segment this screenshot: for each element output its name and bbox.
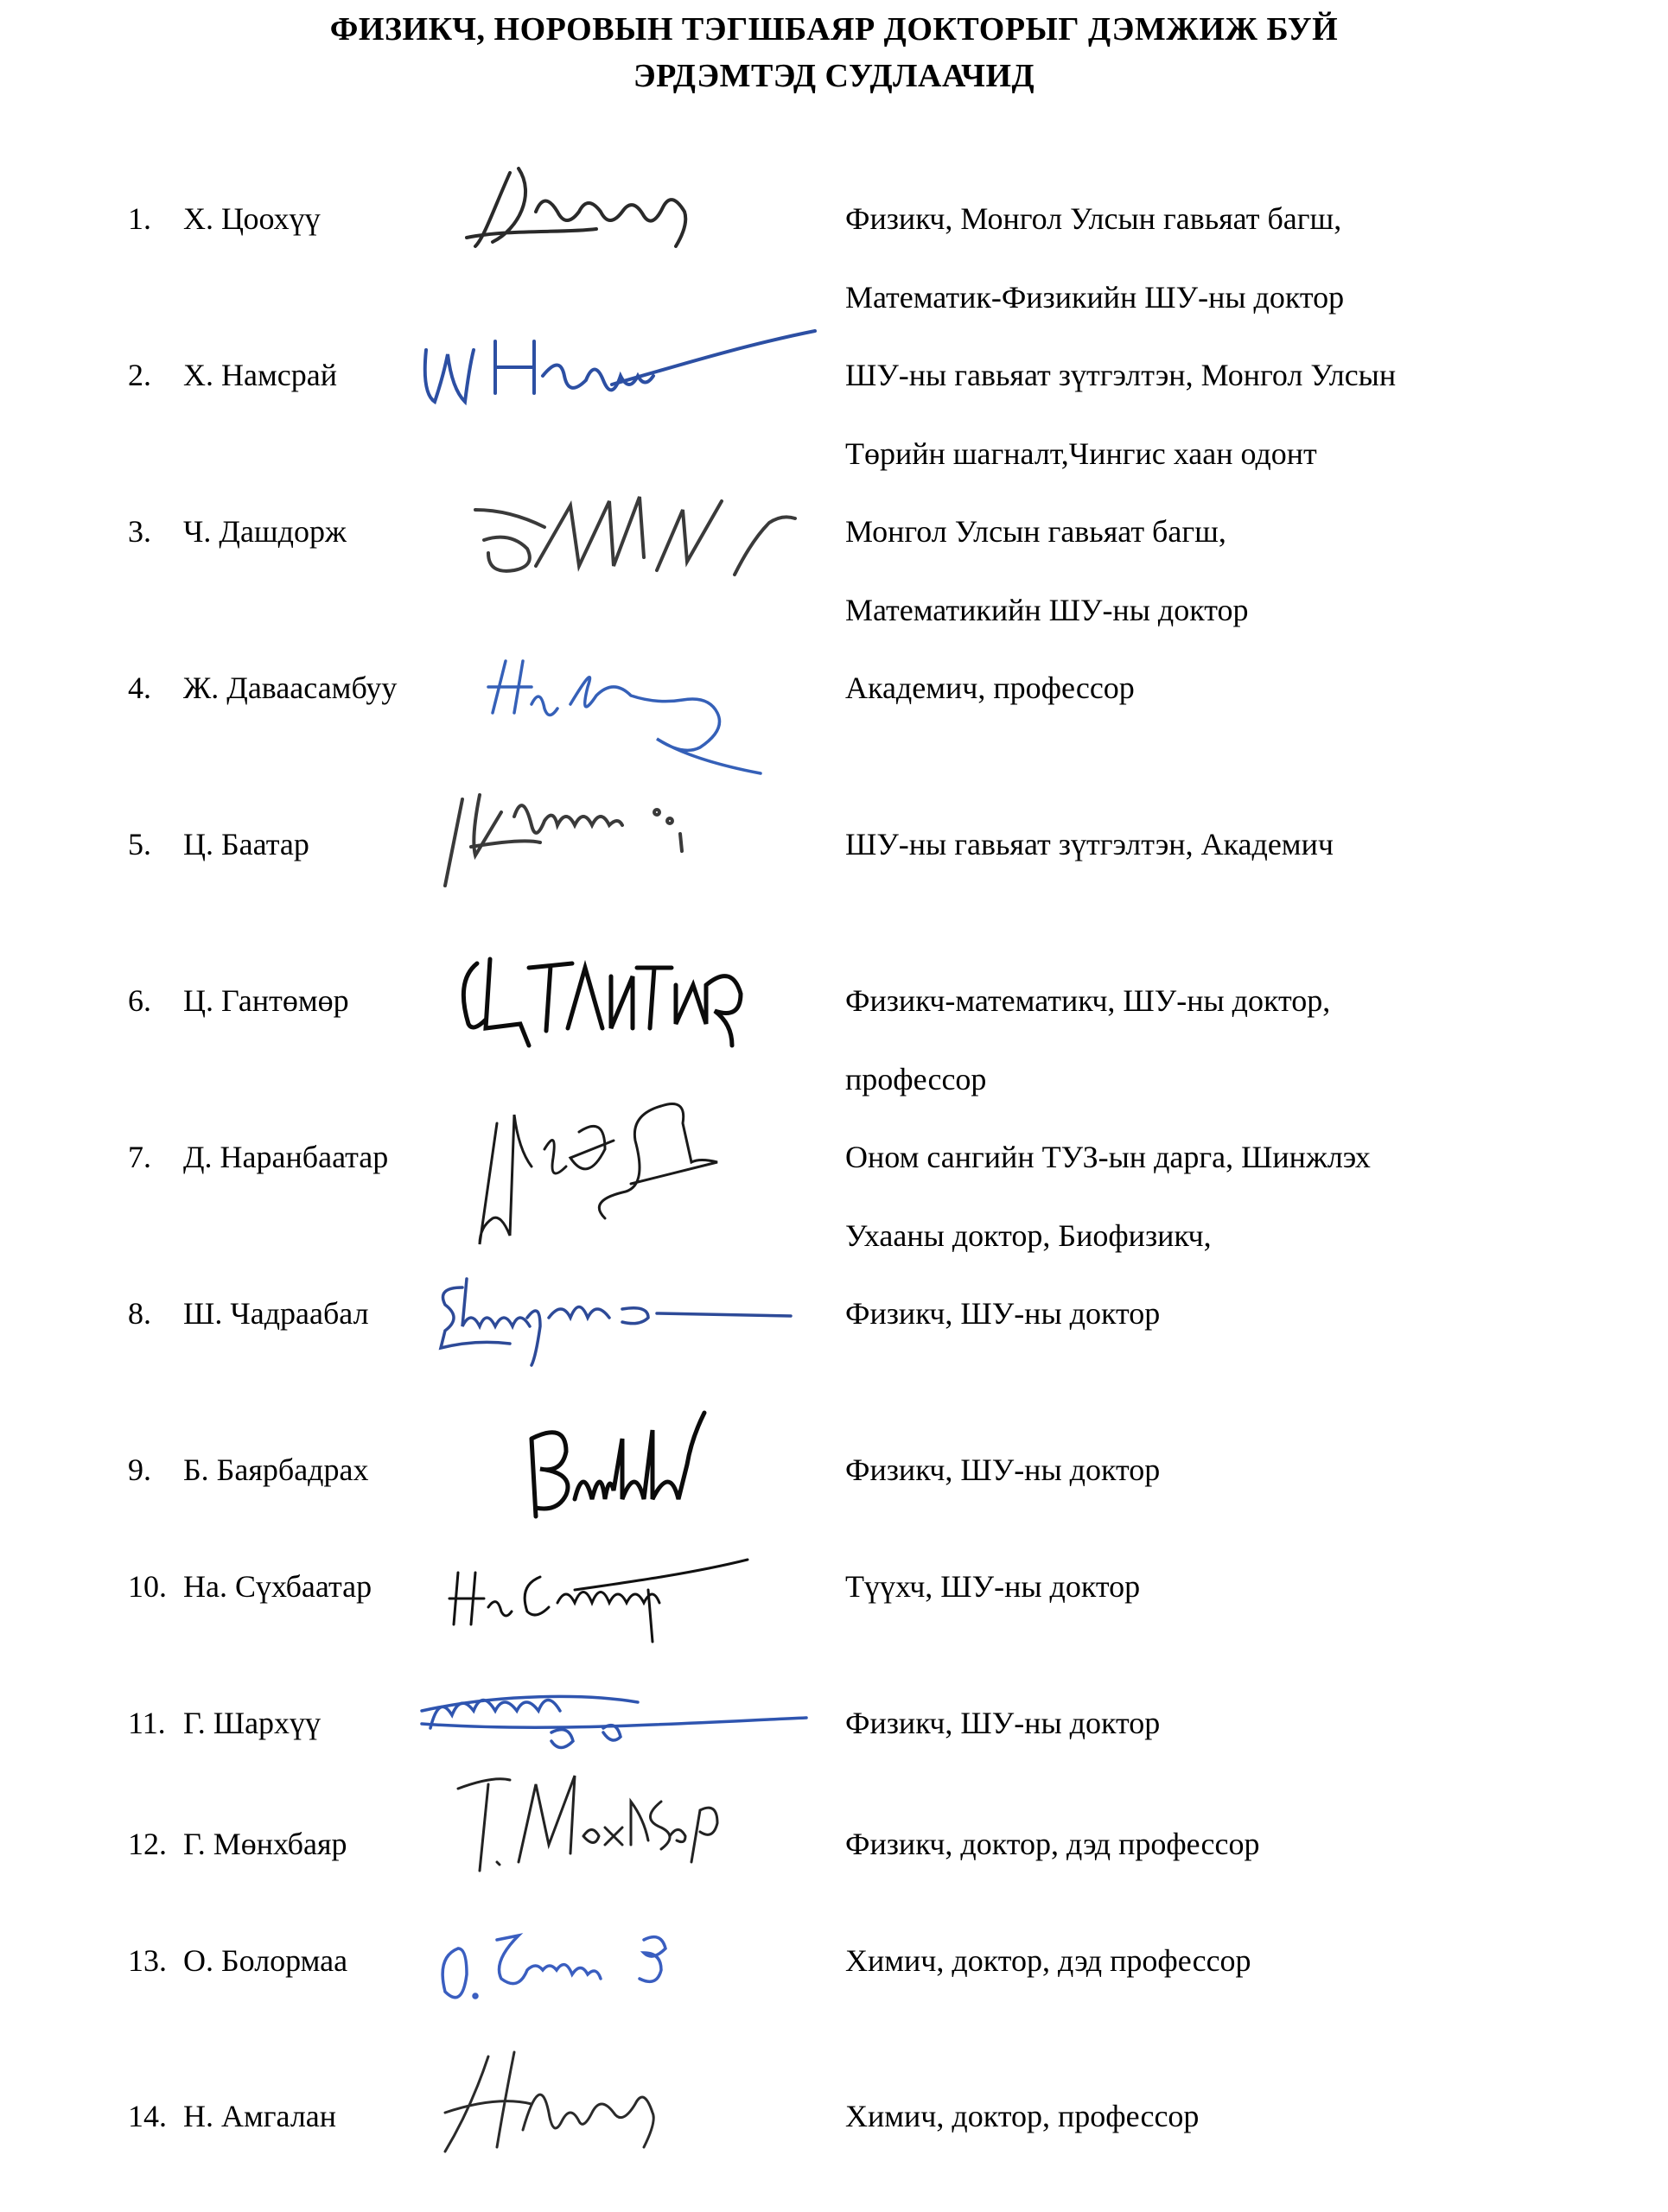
entry-description-line-1: Оном сангийн ТУЗ-ын дарга, Шинжлэх <box>845 1140 1371 1174</box>
entry-name: Ш. Чадраабал <box>183 1296 369 1331</box>
entry-number: 14. <box>128 2099 167 2133</box>
entry-description-line-1: Химич, доктор, профессор <box>845 2099 1200 2133</box>
signature-image <box>436 782 713 894</box>
entry-description-line-1: Химич, доктор, дэд профессор <box>845 1943 1251 1978</box>
entry-name: Г. Шархүү <box>183 1706 322 1740</box>
entry-number: 8. <box>128 1296 151 1331</box>
signature-image <box>475 1097 752 1253</box>
entry-name: Ж. Даваасамбуу <box>183 671 398 705</box>
entry-name: Н. Амгалан <box>183 2099 337 2133</box>
entry-name: Х. Цоохүү <box>183 201 321 236</box>
entry-name: Г. Мөнхбаяр <box>183 1827 347 1861</box>
signature-image <box>413 1676 811 1763</box>
signature-image <box>484 644 786 756</box>
document-title-line-1: ФИЗИКЧ, НОРОВЫН ТЭГШБАЯР ДОКТОРЫГ ДЭМЖИЖ БУЙ <box>329 11 1339 48</box>
entry-description-line-1: Физикч, ШУ-ны доктор <box>845 1706 1161 1740</box>
entry-description-line-2: Математикийн ШУ-ны доктор <box>845 593 1249 627</box>
entry-number: 12. <box>128 1827 167 1861</box>
entry-number: 13. <box>128 1943 167 1978</box>
entry-name: На. Сүхбаатар <box>183 1569 372 1604</box>
signature-image <box>436 1914 704 2018</box>
entry-name: Ц. Гантөмөр <box>183 983 349 1018</box>
signature-image <box>445 1538 756 1650</box>
entry-number: 9. <box>128 1452 151 1487</box>
entry-description-line-2: профессор <box>845 1062 987 1096</box>
entry-description-line-1: Монгол Улсын гавьяат багш, <box>845 514 1226 549</box>
document-title-line-2: ЭРДЭМТЭД СУДЛААЧИД <box>633 58 1035 94</box>
entry-description-line-1: Физикч, доктор, дэд профессор <box>845 1827 1260 1861</box>
entry-number: 1. <box>128 201 151 236</box>
entry-name: О. Болормаа <box>183 1943 348 1978</box>
entry-number: 5. <box>128 827 151 861</box>
entry-description-line-1: Физикч, ШУ-ны доктор <box>845 1452 1161 1487</box>
entry-description-line-2: Төрийн шагналт,Чингис хаан одонт <box>845 436 1317 471</box>
entry-number: 10. <box>128 1569 167 1604</box>
signature-image <box>467 488 812 592</box>
entry-name: Д. Наранбаатар <box>183 1140 389 1174</box>
entry-description-line-1: Физикч-математикч, ШУ-ны доктор, <box>845 983 1331 1018</box>
entry-description-line-1: Физикч, ШУ-ны доктор <box>845 1296 1161 1331</box>
entry-description-line-1: Академич, профессор <box>845 671 1135 705</box>
entry-description-line-1: Физикч, Монгол Улсын гавьяат багш, <box>845 201 1342 236</box>
entry-name: Ч. Дашдорж <box>183 514 347 549</box>
entry-number: 11. <box>128 1706 166 1740</box>
entry-description-line-2: Ухааны доктор, Биофизикч, <box>845 1218 1212 1253</box>
entry-name: Б. Баярбадрах <box>183 1452 369 1487</box>
entry-number: 2. <box>128 358 151 392</box>
signature-image <box>451 950 771 1054</box>
entry-number: 7. <box>128 1140 151 1174</box>
entry-number: 6. <box>128 983 151 1018</box>
entry-description-line-1: Түүхч, ШУ-ны доктор <box>845 1569 1141 1604</box>
entry-description-line-1: ШУ-ны гавьяат зүтгэлтэн, Академич <box>845 827 1334 861</box>
entry-number: 4. <box>128 671 151 705</box>
entry-number: 3. <box>128 514 151 549</box>
signature-image <box>436 1266 799 1370</box>
entry-name: Ц. Баатар <box>183 827 309 861</box>
signature-image <box>436 2044 687 2164</box>
signature-image <box>413 324 819 410</box>
signature-image <box>454 1767 756 1879</box>
entry-description-line-1: ШУ-ны гавьяат зүтгэлтэн, Монгол Улсын <box>845 358 1397 392</box>
entry-description-line-2: Математик-Физикийн ШУ-ны доктор <box>845 280 1345 315</box>
signature-image <box>514 1404 765 1521</box>
signature-image <box>458 160 743 264</box>
entry-name: Х. Намсрай <box>183 358 337 392</box>
